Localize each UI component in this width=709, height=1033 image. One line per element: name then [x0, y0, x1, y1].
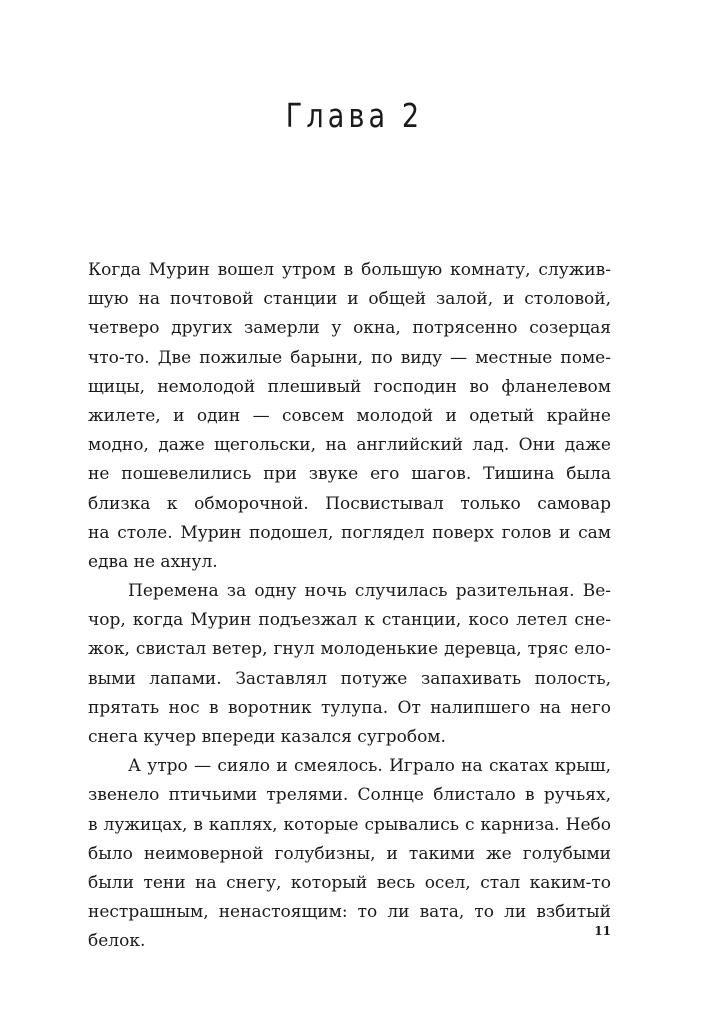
paragraph: [88, 752, 611, 956]
text-line: снега кучер впереди казался сугробом.: [88, 727, 446, 747]
text-line: едва не ахнул.: [88, 551, 218, 572]
text-line: чор, когда Мурин подъезжал к станции, косо летел сне-: [88, 610, 611, 631]
text-line: было неимоверной голубизны, и такими же голубыми: [88, 843, 611, 864]
text-line: щицы, немолодой плешивый господин во фланелевом: [88, 376, 611, 397]
text-line: что-то. Две пожилые барыни, по виду — местные поме-: [88, 347, 611, 368]
text-line: были тени на снегу, который весь осел, стал каким-то: [88, 872, 611, 893]
text-line: в лужицах, в каплях, которые срывались с карниза. Небо: [88, 814, 611, 835]
text-line: жилете, и один — совсем молодой и одетый крайне: [88, 405, 611, 426]
body-text: [88, 256, 611, 957]
paragraph: [88, 577, 611, 752]
chapter-title: Глава 2: [285, 96, 424, 135]
text-line: Перемена за одну ночь случилась разительная. Ве-: [128, 581, 611, 602]
text-line: белок.: [88, 931, 146, 952]
text-line: А утро — сияло и смеялось. Играло на скатах крыш,: [128, 756, 611, 777]
page-number: 11: [594, 924, 611, 938]
text-line: нестрашным, ненастоящим: то ли вата, то ли взбитый: [88, 902, 611, 923]
text-line: не пошевелились при звуке его шагов. Тишина была: [88, 464, 611, 485]
text-line: на столе. Мурин подошел, поглядел поверх голов и сам: [88, 522, 611, 543]
text-line: близка к обморочной. Посвистывал только самовар: [88, 493, 611, 514]
text-line: четверо других замерли у окна, потрясенно созерцая: [88, 318, 611, 339]
paragraph: [88, 256, 611, 577]
text-line: модно, даже щегольски, на английский лад. Они даже: [88, 435, 611, 456]
text-line: звенело птичьими трелями. Солнце блистало в ручьях,: [88, 785, 611, 806]
text-line: Когда Мурин вошел утром в большую комнату, служив-: [88, 260, 611, 280]
text-line: шую на почтовой станции и общей залой, и столовой,: [88, 289, 611, 310]
text-line: жок, свистал ветер, гнул молоденькие деревца, тряс ело-: [88, 639, 611, 660]
text-line: выми лапами. Заставлял потуже запахивать полость,: [88, 668, 611, 689]
text-line: прятать нос в воротник тулупа. От налипшего на него: [88, 697, 611, 718]
